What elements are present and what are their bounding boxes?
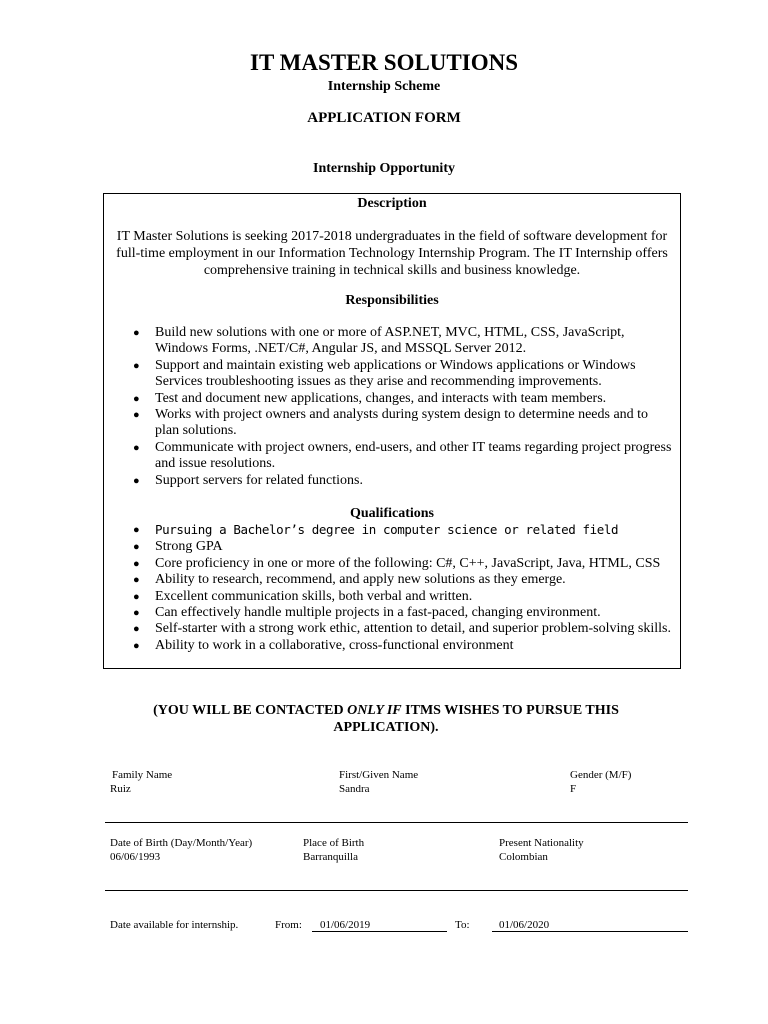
description-heading: Description xyxy=(357,196,427,211)
availability-label: Date available for internship. xyxy=(110,919,239,931)
qualifications-heading: Qualifications xyxy=(349,506,434,521)
bullet-icon: ● xyxy=(133,327,140,339)
company-title: IT MASTER SOLUTIONS xyxy=(250,50,518,75)
opportunity-title: Internship Opportunity xyxy=(313,161,455,176)
list-item: ● Self-starter with a strong work ethic, attention to detail, and superior problem-solving skills. xyxy=(133,621,671,637)
from-date-value[interactable]: 01/06/2019 xyxy=(320,919,371,931)
bullet-icon: ● xyxy=(133,524,140,536)
list-item: ● Support and maintain existing web applications or Windows applications or Windows Services troubleshooting issues as they arise and recommending improvements. xyxy=(133,357,636,390)
list-item: ● Support servers for related functions. xyxy=(133,472,363,488)
from-date-underline xyxy=(312,931,447,932)
row-divider xyxy=(105,890,688,891)
list-item: ● Build new solutions with one or more of ASP.NET, MVC, HTML, CSS, JavaScript, Windows Forms, .NET/C#, Angular JS, and MSSQL Server 2012. xyxy=(133,325,625,357)
bullet-icon: ● xyxy=(133,392,140,405)
given-name-value[interactable]: Sandra xyxy=(339,783,370,795)
nationality-value[interactable]: Colombian xyxy=(499,851,548,863)
list-item: ● Can effectively handle multiple projects in a fast-paced, changing environment. xyxy=(133,605,601,621)
pob-label: Place of Birth xyxy=(303,837,365,849)
family-name-label: Family Name xyxy=(112,769,173,781)
gender-label: Gender (M/F) xyxy=(570,769,632,781)
to-date-underline xyxy=(492,931,688,932)
bullet-icon: ● xyxy=(133,541,140,554)
bullet-icon: ● xyxy=(133,623,140,636)
responsibilities-list xyxy=(104,325,680,489)
to-label: To: xyxy=(455,919,470,931)
bullet-icon: ● xyxy=(133,590,140,603)
dob-label: Date of Birth (Day/Month/Year) xyxy=(110,837,253,849)
to-date-value[interactable]: 01/06/2020 xyxy=(499,919,550,931)
dob-value[interactable]: 06/06/1993 xyxy=(110,851,161,863)
description-box xyxy=(103,193,681,669)
bullet-icon: ● xyxy=(133,557,140,570)
bullet-icon: ● xyxy=(133,474,140,487)
list-item: ● Works with project owners and analysts during system design to determine needs and to plan solutions. xyxy=(133,407,649,439)
gender-value[interactable]: F xyxy=(570,783,577,795)
bullet-icon: ● xyxy=(133,574,140,587)
list-item: ● Ability to research, recommend, and apply new solutions as they emerge. xyxy=(133,572,566,588)
list-item: ● Excellent communication skills, both verbal and written. xyxy=(133,588,473,604)
qualifications-list xyxy=(104,522,680,654)
given-name-label: First/Given Name xyxy=(339,769,419,781)
list-item: ● Test and document new applications, changes, and interacts with team members. xyxy=(133,390,607,406)
bullet-icon: ● xyxy=(133,607,140,620)
list-item: ● Communicate with project owners, end-users, and other IT teams regarding project progress and issue resolutions. xyxy=(133,439,672,472)
scheme-subtitle: Internship Scheme xyxy=(327,79,441,94)
description-text: IT Master Solutions is seeking 2017-2018 undergraduates in the field of software development for full-time employment in our Information Technology Internship Program. The IT Internship offers comprehensive training in technical skills and business knowledge. xyxy=(116,229,668,278)
contact-notice: (YOU WILL BE CONTACTED ONLY IF ITMS WISHES TO PURSUE THIS APPLICATION). xyxy=(153,703,619,735)
bullet-icon: ● xyxy=(133,639,140,652)
from-label: From: xyxy=(275,919,302,931)
row-divider xyxy=(105,822,688,823)
list-item: ● Strong GPA xyxy=(133,539,223,555)
nationality-label: Present Nationality xyxy=(499,837,584,849)
bullet-icon: ● xyxy=(133,441,140,454)
list-item: ● Core proficiency in one or more of the following: C#, C++, JavaScript, Java, HTML, CSS xyxy=(133,555,661,571)
pob-value[interactable]: Barranquilla xyxy=(303,851,358,863)
family-name-value[interactable]: Ruiz xyxy=(110,783,131,795)
form-title: APPLICATION FORM xyxy=(307,110,461,126)
bullet-icon: ● xyxy=(133,359,140,372)
responsibilities-heading: Responsibilities xyxy=(345,293,439,308)
bullet-icon: ● xyxy=(133,409,140,422)
list-item: ● Pursuing a Bachelor’s degree in computer science or related field xyxy=(133,522,619,537)
contact-notice-emphasis: ONLY IF xyxy=(347,703,402,718)
list-item: ● Ability to work in a collaborative, cross-functional environment xyxy=(133,637,514,653)
